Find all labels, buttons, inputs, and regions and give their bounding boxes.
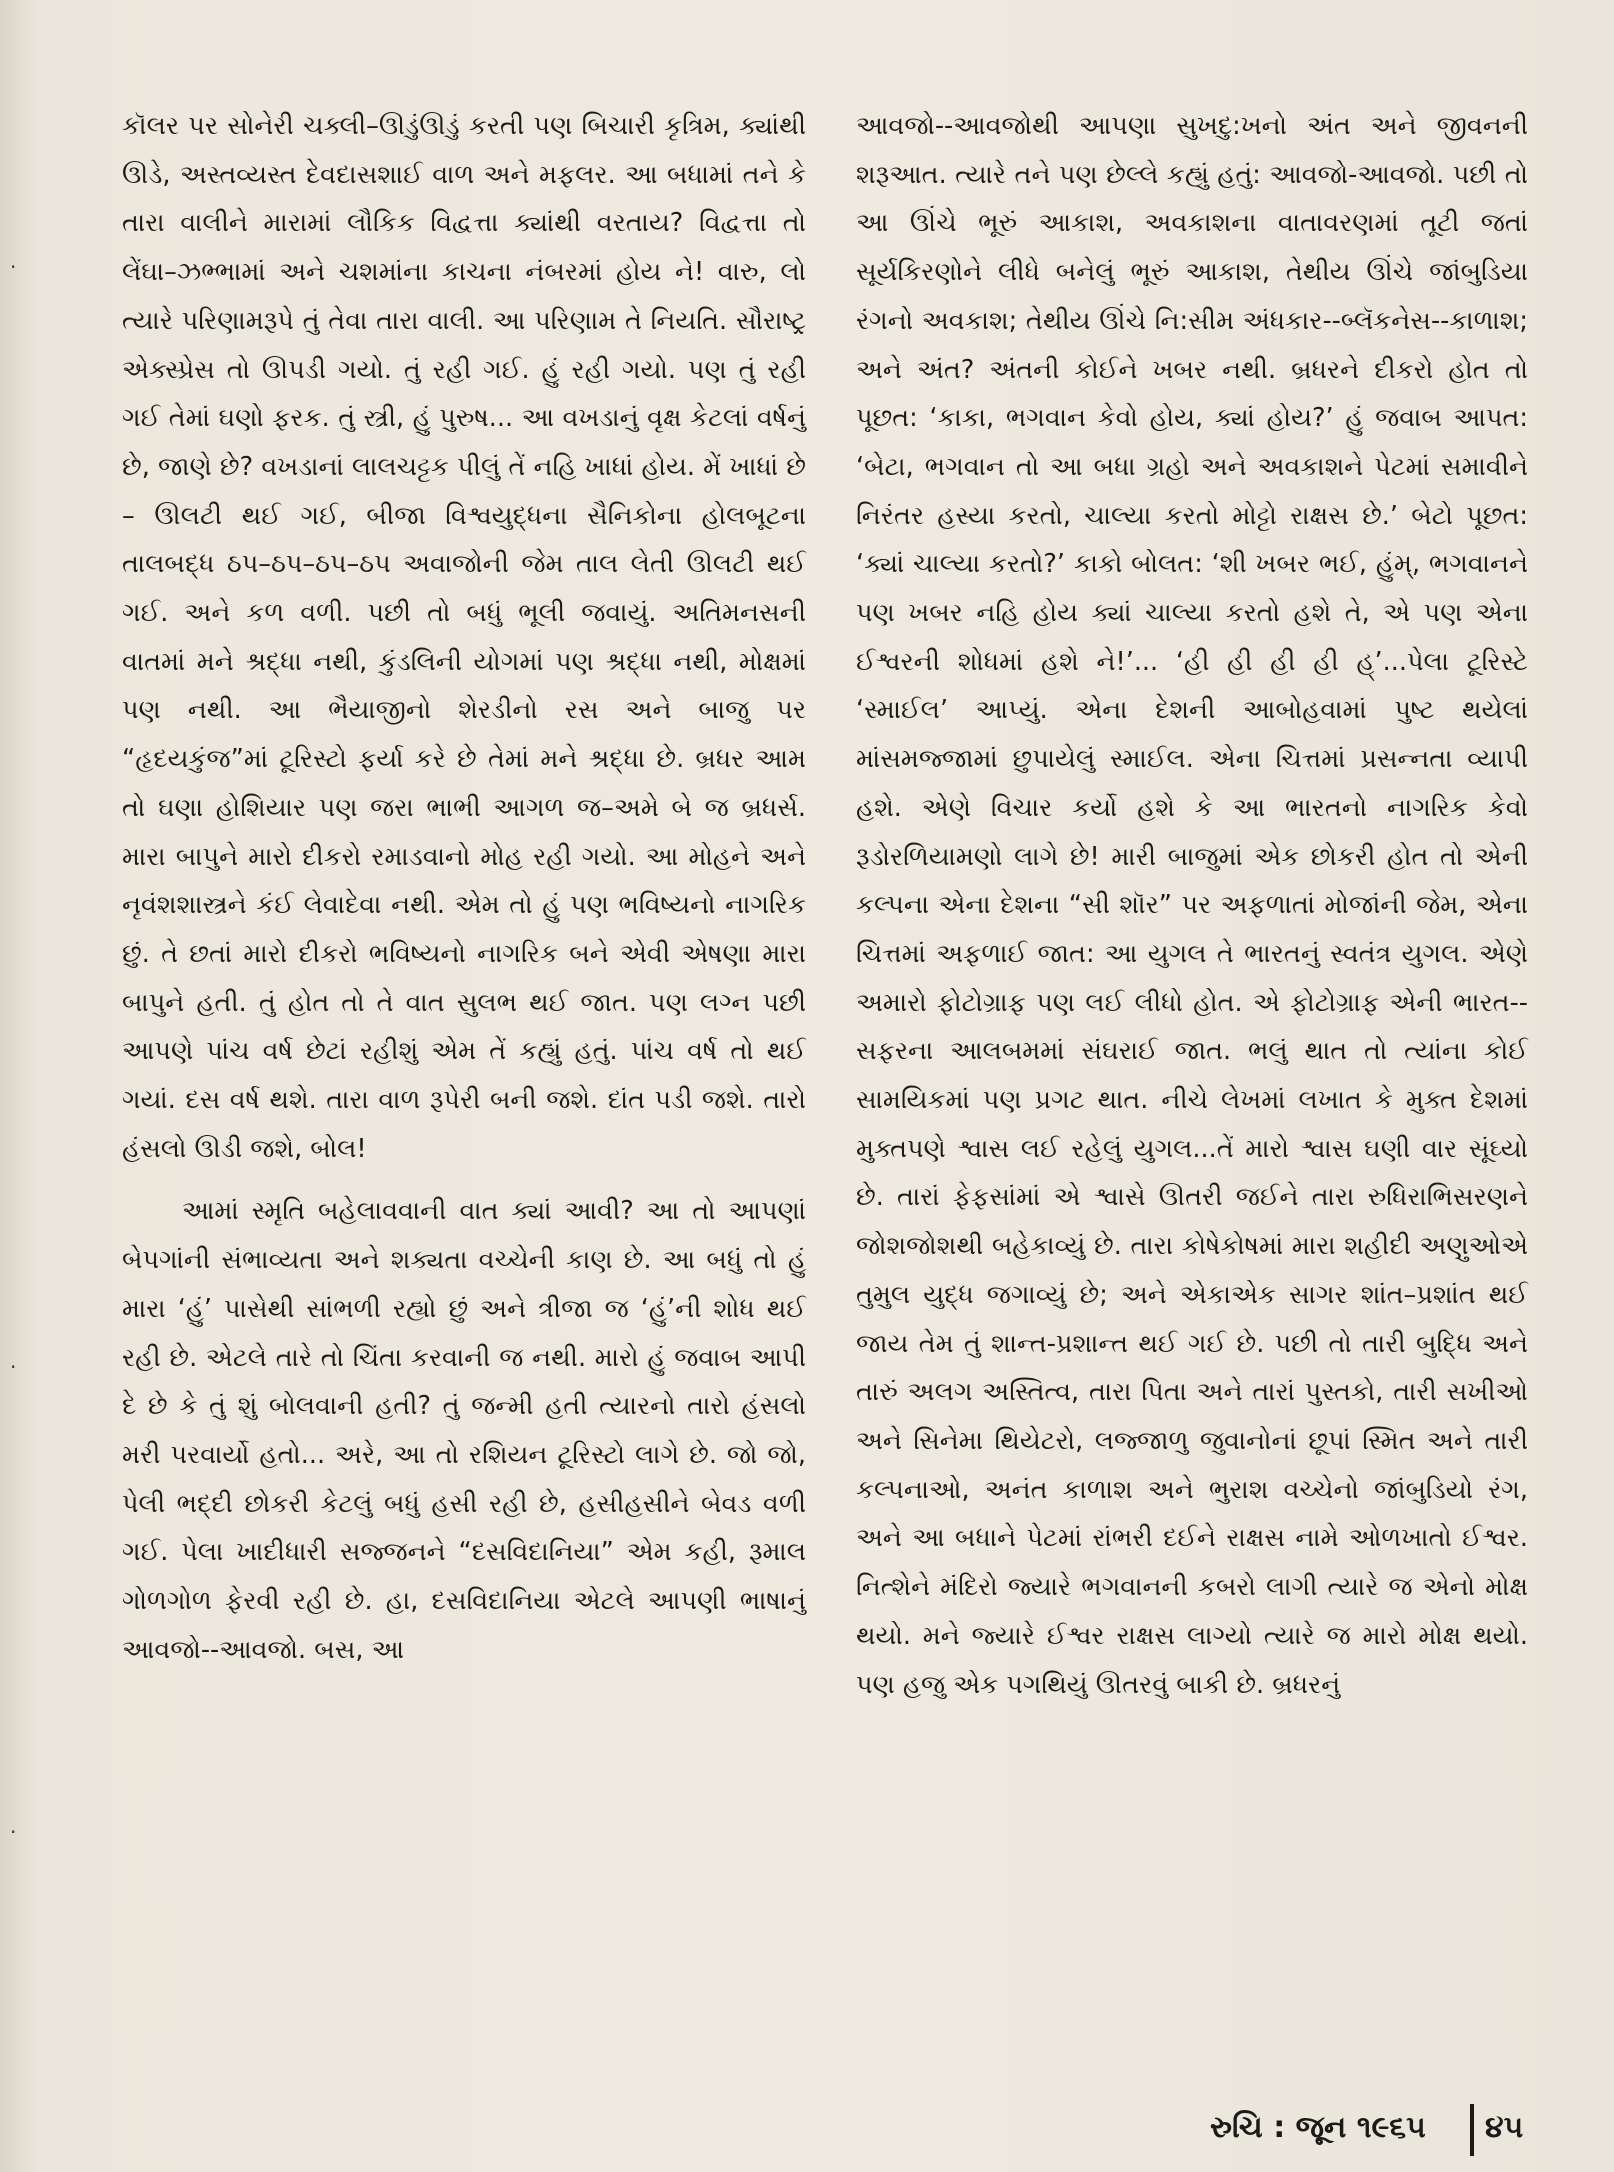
footer-divider [1470, 2104, 1474, 2156]
left-column [122, 102, 806, 1675]
right-column [856, 102, 1528, 1709]
page-footer [1150, 2104, 1550, 2160]
page-number: ૪૫ [1485, 2110, 1524, 2145]
magazine-issue: રુચિ : જૂન ૧૯૬૫ [1210, 2110, 1426, 2145]
margin-mark: · [10, 1820, 17, 1844]
paragraph: આવજો--આવજોથી આપણા સુખદુ:ખનો અંત અને જીવનની શરૂઆત. ત્યારે તને પણ છેલ્લે કહ્યું હતું: આવજો-આવજો. પછી તો આ ઊંચે ભૂરું આકાશ, અવકાશના વાતાવરણમાં તૂટી જતાં સૂર્યકિરણોને લીધે બનેલું ભૂરું આકાશ, તેથીય ઊંચે જાંબુડિયા રંગનો અવકાશ; તેથીય ઊંચે નિ:સીમ અંધકાર--બ્લૅકનેસ--કાળાશ; અને અંત? અંતની કોઈને ખબર નથી. બ્રધરને દીકરો હોત તો પૂછત: ‘કાકા, ભગવાન કેવો હોય, ક્યાં હોય?’ હું જવાબ આપત: ‘બેટા, ભગવાન તો આ બધા ગ્રહો અને અવકાશને પેટમાં સમાવીને નિરંતર હસ્યા કરતો, ચાલ્યા કરતો મોટ્ટો રાક્ષસ છે.’ બેટો પૂછત: ‘ક્યાં ચાલ્યા કરતો?’ કાકો બોલત: ‘શી ખબર ભઈ, હુંમ્, ભગવાનને પણ ખબર નહિ હોય ક્યાં ચાલ્યા કરતો હશે તે, એ પણ એના ઈશ્વરની શોધમાં હશે ને!’... ‘હી હી હી હી હ્’...પેલા ટૂરિસ્ટે ‘સ્માઈલ’ આપ્યું. એના દેશની આબોહવામાં પુષ્ટ થયેલાં માંસમજ્જામાં છુપાયેલું સ્માઈલ. એના ચિત્તમાં પ્રસન્નતા વ્યાપી હશે. એણે વિચાર કર્યો હશે કે આ ભારતનો નાગરિક કેવો રૂડોરળિયામણો લાગે છે! મારી બાજુમાં એક છોકરી હોત તો એની કલ્પના એના દેશના “સી શૉર” પર અફળાતાં મોજાંની જેમ, એના ચિત્તમાં અફળાઈ જાત: આ યુગલ તે ભારતનું સ્વતંત્ર યુગલ. એણે અમારો ફોટોગ્રાફ પણ લઈ લીધો હોત. એ ફોટોગ્રાફ એની ભારત--સફરના આલબમમાં સંઘરાઈ જાત. ભલું થાત તો ત્યાંના કોઈ સામયિકમાં પણ પ્રગટ થાત. નીચે લેખમાં લખાત કે મુક્ત દેશમાં મુક્તપણે શ્વાસ લઈ રહેલું યુગલ...તેં મારો શ્વાસ ઘણી વાર સૂંઘ્યો છે. તારાં ફેફસાંમાં એ શ્વાસે ઊતરી જઈને તારા રુધિરાભિસરણને જોશજોશથી બહેકાવ્યું છે. તારા કોષેકોષમાં મારા શહીદી અણુઓએ તુમુલ યુદ્ધ જગાવ્યું છે; અને એકાએક સાગર શાંત–પ્રશાંત થઈ જાય તેમ તું શાન્ત-પ્રશાન્ત થઈ ગઈ છે. પછી તો તારી બુદ્ધિ અને તારું અલગ અસ્તિત્વ, તારા પિતા અને તારાં પુસ્તકો, તારી સખીઓ અને સિનેમા થિયેટરો, લજ્જાળુ જુવાનોનાં છૂપાં સ્મિત અને તારી કલ્પનાઓ, અનંત કાળાશ અને ભુરાશ વચ્ચેનો જાંબુડિયો રંગ, અને આ બધાને પેટમાં રાંભરી દઈને રાક્ષસ નામે ઓળખાતો ઈશ્વર. નિત્શેને મંદિરો જ્યારે ભગવાનની કબરો લાગી ત્યારે જ એનો મોક્ષ થયો. મને જ્યારે ઈશ્વર રાક્ષસ લાગ્યો ત્યારે જ મારો મોક્ષ થયો. પણ હજુ એક પગથિયું ઊતરવું બાકી છે. બ્રધરનું [856, 111, 1528, 1700]
margin-mark: · [10, 255, 17, 279]
margin-mark: · [10, 1355, 17, 1379]
paragraph: આમાં સ્મૃતિ બહેલાવવાની વાત ક્યાં આવી? આ તો આપણાં બેપગાંની સંભાવ્યતા અને શક્યતા વચ્ચેની કાણ છે. આ બધું તો હું મારા ‘હું’ પાસેથી સાંભળી રહ્યો છું અને ત્રીજા જ ‘હું’ની શોધ થઈ રહી છે. એટલે તારે તો ચિંતા કરવાની જ નથી. મારો હું જવાબ આપી દે છે કે તું શું બોલવાની હતી? તું જન્મી હતી ત્યારનો તારો હંસલો મરી પરવાર્યો હતો... અરે, આ તો રશિયન ટૂરિસ્ટો લાગે છે. જો જો, પેલી ભદ્દી છોકરી કેટલું બધું હસી રહી છે, હસીહસીને બેવડ વળી ગઈ. પેલા ખાદીધારી સજ્જનને “દસવિદાનિયા” એમ કહી, રૂમાલ ગોળગોળ ફેરવી રહી છે. હા, દસવિદાનિયા એટલે આપણી ભાષાનું આવજો--આવજો. બસ, આ [122, 1196, 806, 1665]
paragraph: કૉલર પર સોનેરી ચક્લી–ઊડુંઊડું કરતી પણ બિચારી કૃત્રિમ, ક્યાંથી ઊડે, અસ્તવ્યસ્ત દેવદાસશાઈ વાળ અને મફલર. આ બધામાં તને કે તારા વાલીને મારામાં લૌકિક વિદ્વત્તા ક્યાંથી વરતાય? વિદ્વત્તા તો લેંઘા–ઝભ્ભામાં અને ચશમાંના કાચના નંબરમાં હોય ને! વારુ, લો ત્યારે પરિણામરૂપે તું તેવા તારા વાલી. આ પરિણામ તે નિયતિ. સૌરાષ્ટ્ર એક્સ્પ્રેસ તો ઊપડી ગયો. તું રહી ગઈ. હું રહી ગયો. પણ તું રહી ગઈ તેમાં ઘણો ફરક. તું સ્ત્રી, હું પુરુષ... આ વખડાનું વૃક્ષ કેટલાં વર્ષનું છે, જાણે છે? વખડાનાં લાલચટ્ટક પીલું તેં નહિ ખાધાં હોય. મેં ખાધાં છે – ઊલટી થઈ ગઈ, બીજા વિશ્વયુદ્ધના સૈનિકોના હોલબૂટના તાલબદ્ધ ઠપ–ઠપ–ઠપ–ઠપ અવાજોની જેમ તાલ લેતી ઊલટી થઈ ગઈ. અને કળ વળી. પછી તો બધું ભૂલી જવાયું. અતિમનસની વાતમાં મને શ્રદ્ધા નથી, કુંડલિની યોગમાં પણ શ્રદ્ધા નથી, મોક્ષમાં પણ નથી. આ ભૈયાજીનો શેરડીનો રસ અને બાજુ પર “હૃદયકુંજ”માં ટૂરિસ્ટો ફર્યા કરે છે તેમાં મને શ્રદ્ધા છે. બ્રધર આમ તો ઘણા હોશિયાર પણ જરા ભાભી આગળ જ–અમે બે જ બ્રધર્સ. મારા બાપુને મારો દીકરો રમાડવાનો મોહ રહી ગયો. આ મોહને અને નૃવંશશાસ્ત્રને કંઈ લેવાદેવા નથી. એમ તો હું પણ ભવિષ્યનો નાગરિક છું. તે છતાં મારો દીકરો ભવિષ્યનો નાગરિક બને એવી એષણા મારા બાપુને હતી. તું હોત તો તે વાત સુલભ થઈ જાત. પણ લગ્ન પછી આપણે પાંચ વર્ષ છેટાં રહીશું એમ તેં કહ્યું હતું. પાંચ વર્ષ તો થઈ ગયાં. દસ વર્ષ થશે. તારા વાળ રૂપેરી બની જશે. દાંત પડી જશે. તારો હંસલો ઊડી જશે, બોલ! [122, 111, 806, 1164]
